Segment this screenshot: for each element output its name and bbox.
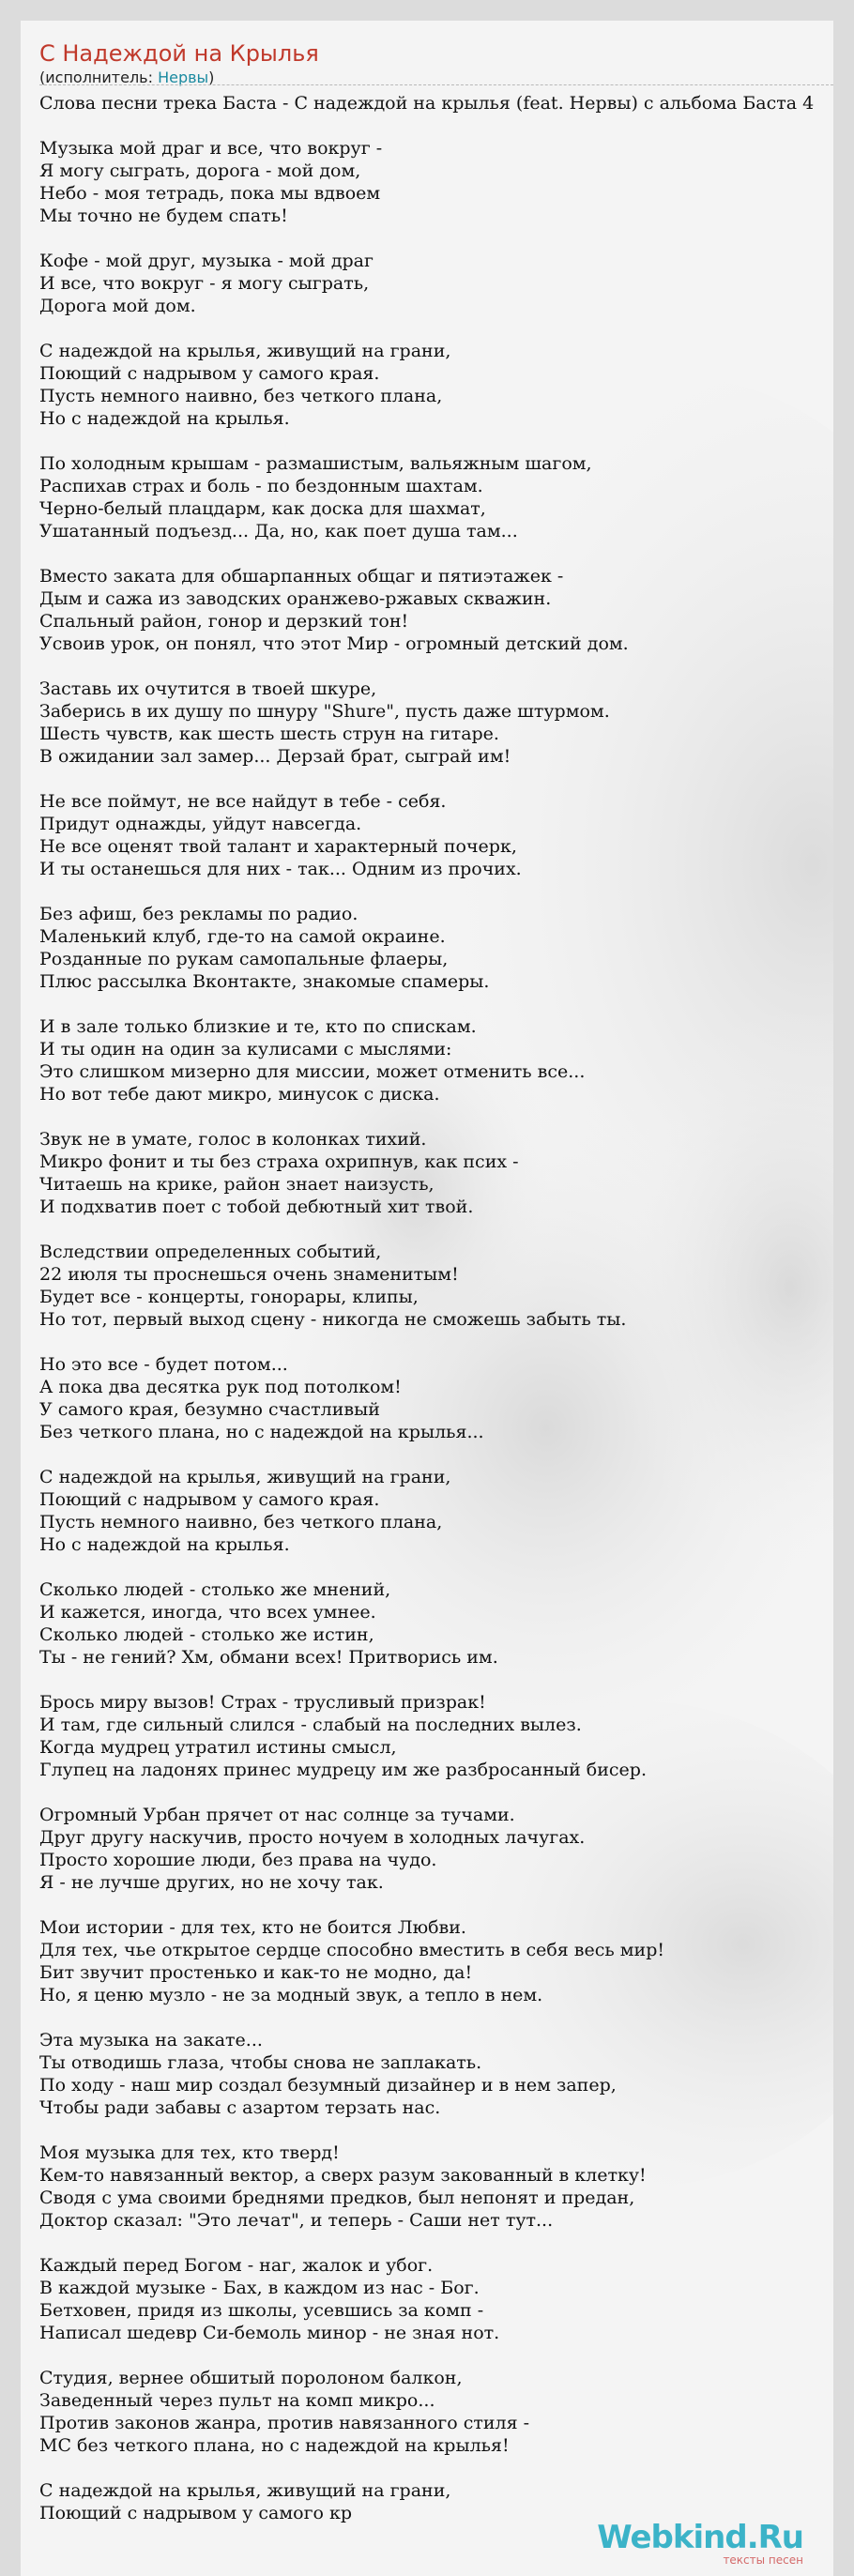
lyrics-text <box>39 92 833 2524</box>
lyrics-line: Я могу сыграть, дорога - мой дом, <box>39 160 361 181</box>
performer-link[interactable]: Нервы <box>158 69 209 86</box>
stanza-gap <box>39 227 833 250</box>
page-title: С Надеждой на Крылья <box>39 40 319 67</box>
lyrics-line: Без афиш, без рекламы по радио. <box>39 904 358 924</box>
lyrics-line: С надеждой на крылья, живущий на грани, <box>39 2480 451 2501</box>
site-logo[interactable] <box>597 2520 803 2567</box>
stanza-gap <box>39 1669 833 1691</box>
lyrics-line: Усвоив урок, он понял, что этот Мир - огромный детский дом. <box>39 633 629 654</box>
lyrics-line: Дорога мой дом. <box>39 296 196 316</box>
stanza-gap <box>39 1781 833 1804</box>
lyrics-line: Написал шедевр Си-бемоль минор - не зная нот. <box>39 2323 500 2343</box>
lyrics-line: Пусть немного наивно, без четкого плана, <box>39 386 443 406</box>
lyrics-line: Мои истории - для тех, кто не боится Любви. <box>39 1917 466 1938</box>
stanza-gap <box>39 2232 833 2254</box>
lyrics-line: Когда мудрец утратил истины смысл, <box>39 1737 397 1758</box>
lyrics-line: Друг другу наскучив, просто ночуем в холодных лачугах. <box>39 1827 586 1848</box>
lyrics-line: И ты останешься для них - так... Одним из прочих. <box>39 859 522 879</box>
lyrics-line: Ушатанный подъезд... Да, но, как поет душа там... <box>39 521 518 541</box>
header-divider <box>39 84 833 85</box>
lyrics-line: А пока два десятка рук под потолком! <box>39 1377 402 1397</box>
lyrics-line: Не все оценят твой талант и характерный почерк, <box>39 836 517 857</box>
lyrics-line: И кажется, иногда, что всех умнее. <box>39 1602 376 1623</box>
lyrics-line: По холодным крышам - размашистым, вальяжным шагом, <box>39 453 592 474</box>
lyrics-line: И в зале только близкие и те, кто по спискам. <box>39 1016 477 1037</box>
performer-prefix: (исполнитель: <box>39 69 159 86</box>
lyrics-line: Но это все - будет потом... <box>39 1354 288 1375</box>
lyrics-line: Будет все - концерты, гонорары, клипы, <box>39 1287 419 1307</box>
stanza-gap <box>39 2119 833 2142</box>
lyrics-line: С надеждой на крылья, живущий на грани, <box>39 1467 451 1487</box>
lyrics-line: Пусть немного наивно, без четкого плана, <box>39 1512 443 1532</box>
stanza-gap <box>39 1894 833 1916</box>
lyrics-line: Черно-белый плацдарм, как доска для шахмат, <box>39 498 486 519</box>
lyrics-line: Ты отводишь глаза, чтобы снова не заплакать. <box>39 2052 482 2073</box>
lyrics-line: Чтобы ради забавы с азартом терзать нас. <box>39 2097 441 2118</box>
lyrics-line: Ты - не гений? Хм, обмани всех! Притворись им. <box>39 1647 498 1668</box>
lyrics-line: Спальный район, гонор и дерзкий тон! <box>39 611 409 632</box>
lyrics-line: Дым и сажа из заводских оранжево-ржавых скважин. <box>39 588 552 609</box>
lyrics-line: Поющий с надрывом у самого края. <box>39 363 380 384</box>
lyrics-line: Я - не лучше других, но не хочу так. <box>39 1872 384 1893</box>
lyrics-line: Вследствии определенных событий, <box>39 1242 382 1262</box>
lyrics-line: Но с надеждой на крылья. <box>39 408 290 429</box>
lyrics-line: Доктор сказал: "Это лечат", и теперь - Саши нет тут... <box>39 2210 554 2231</box>
lyrics-line: Читаешь на крике, район знает наизусть, <box>39 1174 435 1195</box>
lyrics-line: Музыка мой драг и все, что вокруг - <box>39 138 383 159</box>
lyrics-line: Для тех, чье открытое сердце способно вместить в себя весь мир! <box>39 1940 665 1960</box>
lyrics-line: Студия, вернее обшитый поролоном балкон, <box>39 2368 463 2388</box>
lyrics-line: В ожидании зал замер... Дерзай брат, сыграй им! <box>39 746 511 767</box>
lyrics-line: Заведенный через пульт на комп микро... <box>39 2390 435 2411</box>
lyrics-line: И ты один на один за кулисами с мыслями: <box>39 1039 452 1059</box>
stanza-gap <box>39 1105 833 1128</box>
lyrics-line: Моя музыка для тех, кто тверд! <box>39 2142 340 2163</box>
lyrics-line: Слова песни трека Баста - С надеждой на крылья (feat. Нервы) с альбома Баста 4 <box>39 93 815 114</box>
lyrics-line: Против законов жанра, против навязанного стиля - <box>39 2413 530 2433</box>
stanza-gap <box>39 2457 833 2479</box>
lyrics-line: Это слишком мизерно для миссии, может отменить все... <box>39 1061 586 1082</box>
lyrics-line: Розданные по рукам самопальные флаеры, <box>39 949 449 969</box>
lyrics-line: MC без четкого плана, но с надеждой на крылья! <box>39 2435 510 2456</box>
stanza-gap <box>39 768 833 790</box>
logo-tagline: тексты песен <box>723 2553 803 2567</box>
lyrics-line: Мы точно не будем спать! <box>39 206 288 226</box>
stanza-gap <box>39 993 833 1015</box>
lyrics-line: Сколько людей - столько же мнений, <box>39 1579 391 1600</box>
lyrics-line: Звук не в умате, голос в колонках тихий. <box>39 1129 427 1150</box>
page-header <box>39 39 833 88</box>
lyrics-line: Но тот, первый выход сцену - никогда не сможешь забыть ты. <box>39 1309 627 1330</box>
lyrics-line: Но, я ценю музло - не за модный звук, а тепло в нем. <box>39 1985 543 2005</box>
stanza-gap <box>39 1218 833 1241</box>
lyrics-line: Поющий с надрывом у самого края. <box>39 1489 380 1510</box>
lyrics-line: Но вот тебе дают микро, минусок с диска. <box>39 1084 440 1105</box>
lyrics-line: Плюс рассылка Вконтакте, знакомые спамеры. <box>39 971 490 992</box>
lyrics-line: Сводя с ума своими бреднями предков, был непонят и предан, <box>39 2187 635 2208</box>
stanza-gap <box>39 2344 833 2367</box>
performer-suffix: ) <box>208 69 215 86</box>
lyrics-line: Микро фонит и ты без страха охрипнув, как псих - <box>39 1151 519 1172</box>
lyrics-line: Просто хорошие люди, без права на чудо. <box>39 1850 437 1870</box>
stanza-gap <box>39 114 833 137</box>
lyrics-line: И там, где сильный слился - слабый на последних вылез. <box>39 1715 582 1735</box>
lyrics-line: Распихав страх и боль - по бездонным шахтам. <box>39 476 483 496</box>
lyrics-page <box>21 21 833 2576</box>
lyrics-line: Придут однажды, уйдут навсегда. <box>39 814 362 834</box>
lyrics-line: Глупец на ладонях принес мудрецу им же разбросанный бисер. <box>39 1760 647 1780</box>
stanza-gap <box>39 880 833 903</box>
lyrics-line: Небо - моя тетрадь, пока мы вдвоем <box>39 183 381 204</box>
lyrics-line: Вместо заката для обшарпанных общаг и пятиэтажек - <box>39 566 564 587</box>
logo-main-text: Webkind <box>597 2519 747 2556</box>
lyrics-line: Каждый перед Богом - наг, жалок и убог. <box>39 2255 434 2276</box>
lyrics-line: Не все поймут, не все найдут в тебе - себя. <box>39 791 447 812</box>
lyrics-line: Без четкого плана, но с надеждой на крылья... <box>39 1422 484 1442</box>
stanza-gap <box>39 2006 833 2029</box>
logo-tld-text: .Ru <box>746 2519 803 2556</box>
lyrics-line: Шесть чувств, как шесть шесть струн на гитаре. <box>39 724 499 744</box>
stanza-gap <box>39 655 833 678</box>
lyrics-line: Огромный Урбан прячет от нас солнце за тучами. <box>39 1805 515 1825</box>
lyrics-line: С надеждой на крылья, живущий на грани, <box>39 341 451 361</box>
logo-wordmark <box>597 2520 803 2555</box>
lyrics-line: И подхватив поет с тобой дебютный хит твой. <box>39 1197 474 1217</box>
lyrics-line: Брось миру вызов! Страх - трусливый призрак! <box>39 1692 486 1713</box>
lyrics-line: Маленький клуб, где-то на самой окраине. <box>39 926 446 947</box>
lyrics-line: Кем-то навязанный вектор, а сверх разум закованный в клетку! <box>39 2165 647 2186</box>
lyrics-line: Заставь их очутится в твоей шкуре, <box>39 678 377 699</box>
stanza-gap <box>39 430 833 452</box>
lyrics-line: 22 июля ты проснешься очень знаменитым! <box>39 1264 459 1285</box>
lyrics-line: У самого края, безумно счастливый <box>39 1399 380 1420</box>
lyrics-line: Кофе - мой друг, музыка - мой драг <box>39 251 374 271</box>
lyrics-line: Бит звучит простенько и как-то не модно, да! <box>39 1962 473 1983</box>
stanza-gap <box>39 1331 833 1353</box>
lyrics-line: Бетховен, придя из школы, усевшись за комп - <box>39 2300 484 2321</box>
lyrics-line: Но с надеждой на крылья. <box>39 1534 290 1555</box>
lyrics-line: Сколько людей - столько же истин, <box>39 1624 374 1645</box>
lyrics-line: Заберись в их душу по шнуру "Shure", пусть даже штурмом. <box>39 701 610 722</box>
lyrics-line: В каждой музыке - Бах, в каждом из нас - Бог. <box>39 2278 480 2298</box>
lyrics-line: И все, что вокруг - я могу сыграть, <box>39 273 370 294</box>
lyrics-line: Поющий с надрывом у самого кр <box>39 2503 353 2523</box>
stanza-gap <box>39 317 833 340</box>
stanza-gap <box>39 1556 833 1578</box>
lyrics-line: По ходу - наш мир создал безумный дизайнер и в нем запер, <box>39 2075 617 2096</box>
stanza-gap <box>39 542 833 565</box>
stanza-gap <box>39 1443 833 1466</box>
lyrics-line: Эта музыка на закате... <box>39 2030 263 2050</box>
